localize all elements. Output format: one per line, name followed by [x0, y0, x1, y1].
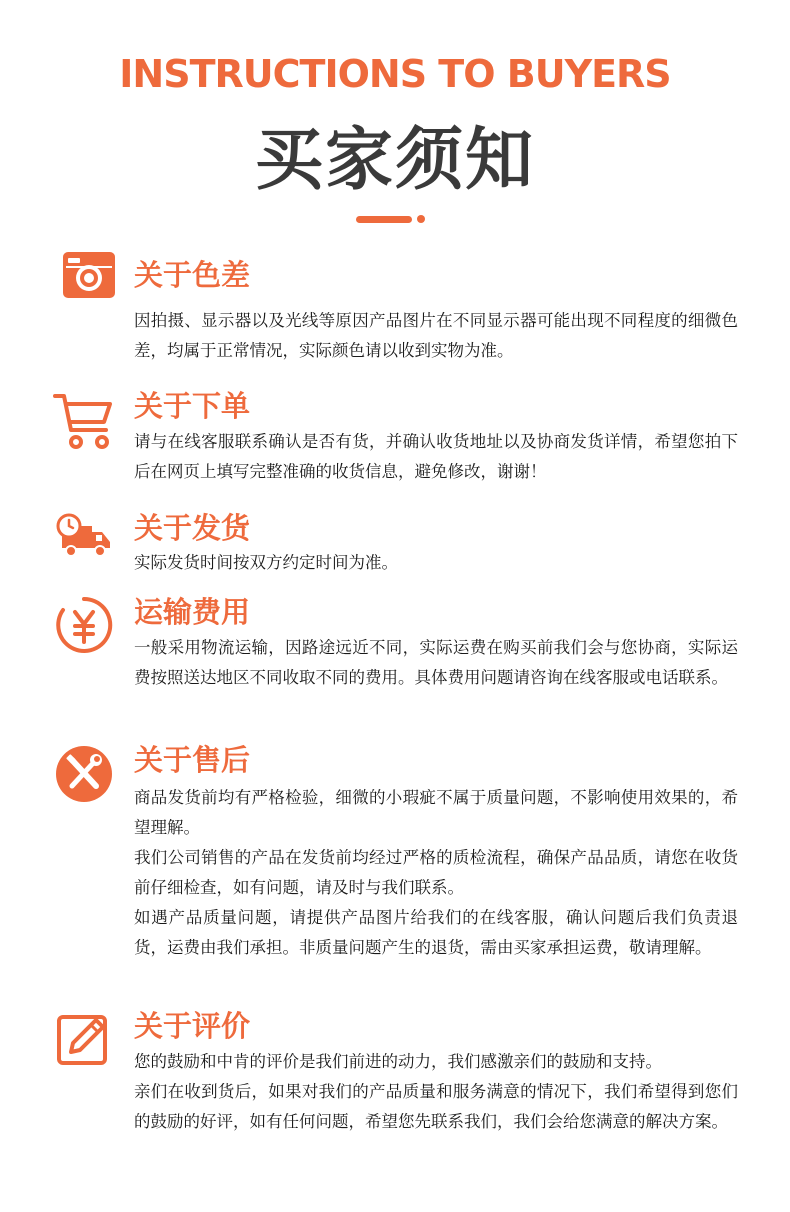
title-chinese: 买家须知 — [254, 121, 535, 200]
section-paragraph: 亲们在收到货后，如果对我们的产品质量和服务满意的情况下，我们希望得到您们的鼓励的好评，如有任何问题，希望您先联系我们，我们会给您满意的解决方案。 — [134, 1082, 738, 1131]
section-paragraph: 您的鼓励和中肯的评价是我们前进的动力，我们感激亲们的鼓励和支持。 — [134, 1052, 662, 1071]
section-paragraph: 请与在线客服联系确认是否有货，并确认收货地址以及协商发货详情，希望您拍下后在网页上填写完整准确的收货信息，避免修改，谢谢！ — [134, 432, 738, 481]
tools-icon — [55, 745, 113, 803]
delivery-truck-icon — [56, 512, 112, 558]
section-body — [134, 633, 738, 693]
section-title: 关于售后 — [134, 743, 251, 777]
section-paragraph: 一般采用物流运输，因路途远近不同，实际运费在购买前我们会与您协商，实际运费按照送达地区不同收取不同的费用。具体费用问题请咨询在线客服或电话联系。 — [134, 638, 738, 687]
edit-pencil-icon — [56, 1012, 110, 1066]
title-divider-dot — [417, 215, 425, 223]
section-body — [134, 306, 738, 366]
section-body — [134, 1047, 738, 1137]
section-paragraph: 我们公司销售的产品在发货前均经过严格的质检流程，确保产品品质，请您在收货前仔细检查，如有问题，请及时与我们联系。 — [134, 848, 738, 897]
section-title: 关于下单 — [134, 389, 251, 423]
title-divider-bar — [356, 216, 412, 223]
shopping-cart-icon — [52, 390, 114, 452]
yuan-coin-icon — [55, 596, 113, 654]
section-title: 关于评价 — [134, 1009, 251, 1043]
section-title: 运输费用 — [134, 595, 251, 629]
section-paragraph: 如遇产品质量问题，请提供产品图片给我们的在线客服，确认问题后我们负责退货，运费由我们承担。非质量问题产生的退货，需由买家承担运费，敬请理解。 — [134, 908, 738, 957]
section-body — [134, 548, 738, 578]
section-paragraph: 实际发货时间按双方约定时间为准。 — [134, 553, 398, 572]
section-paragraph: 商品发货前均有严格检验，细微的小瑕疵不属于质量问题，不影响使用效果的，希望理解。 — [134, 788, 738, 837]
section-body — [134, 783, 738, 963]
section-title: 关于发货 — [134, 511, 251, 545]
camera-icon — [62, 250, 116, 300]
title-english: INSTRUCTIONS TO BUYERS — [119, 52, 671, 96]
section-paragraph: 因拍摄、显示器以及光线等原因产品图片在不同显示器可能出现不同程度的细微色差，均属于正常情况，实际颜色请以收到实物为准。 — [134, 311, 738, 360]
section-title: 关于色差 — [134, 258, 251, 292]
section-body — [134, 427, 738, 487]
